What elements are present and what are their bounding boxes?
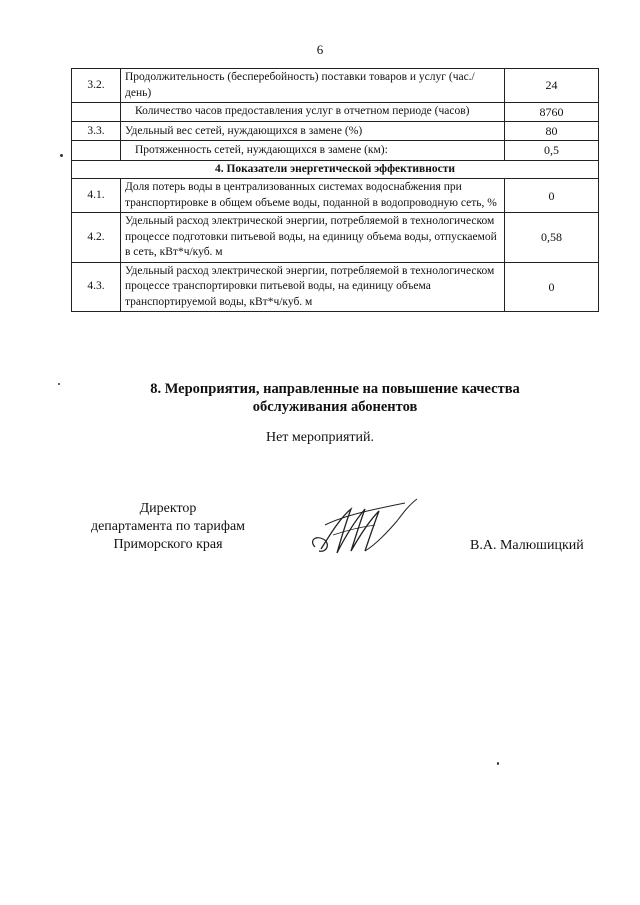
row-value: 0	[505, 262, 599, 312]
table-row	[72, 179, 599, 213]
row-number: 4.1.	[72, 179, 121, 213]
page-number: 6	[316, 42, 324, 57]
handwritten-signature	[305, 495, 425, 565]
row-description: Удельный расход электрической энергии, потребляемой в технологическом процессе транспортировки питьевой воды, на единицу объема транспортируемой воды, кВт*ч/куб. м	[121, 262, 505, 312]
signer-title	[68, 500, 268, 555]
table-row	[72, 141, 599, 160]
row-value: 0,58	[505, 213, 599, 263]
row-description: Количество часов предоставления услуг в отчетном периоде (часов)	[121, 103, 505, 122]
row-description: Доля потерь воды в централизованных системах водоснабжения при транспортировке в общем объеме воды, поданной в водопроводную сеть, %	[121, 179, 505, 213]
signer-title-line3: Приморского края	[113, 537, 223, 553]
row-number: 3.3.	[72, 122, 121, 141]
scan-speck	[60, 154, 63, 157]
table-row	[72, 69, 599, 103]
section-8-heading	[100, 380, 570, 416]
table-section-row	[72, 160, 599, 179]
row-value: 24	[505, 69, 599, 103]
section-8-body: Нет мероприятий.	[265, 430, 375, 445]
table-row	[72, 262, 599, 312]
row-description: Удельный вес сетей, нуждающихся в замене (%)	[121, 122, 505, 141]
scan-speck	[497, 762, 499, 765]
row-number	[72, 141, 121, 160]
row-value: 0,5	[505, 141, 599, 160]
row-value: 8760	[505, 103, 599, 122]
section-8-heading-line1: 8. Мероприятия, направленные на повышение качества	[150, 381, 520, 397]
indicators-table	[71, 68, 599, 312]
table-section-title: 4. Показатели энергетической эффективности	[72, 160, 599, 179]
row-number: 4.2.	[72, 213, 121, 263]
row-number: 3.2.	[72, 69, 121, 103]
section-8-heading-line2: обслуживания абонентов	[252, 399, 418, 416]
signer-name: В.А. Малюшицкий	[470, 538, 584, 553]
signer-title-line1: Директор	[139, 501, 197, 516]
row-value: 0	[505, 179, 599, 213]
table-row	[72, 103, 599, 122]
row-description: Протяженность сетей, нуждающихся в замене (км):	[121, 141, 505, 160]
table-row	[72, 213, 599, 263]
table-row	[72, 122, 599, 141]
signer-title-line2: департамента по тарифам	[90, 519, 246, 535]
row-description: Удельный расход электрической энергии, потребляемой в технологическом процессе подготовки питьевой воды, на единицу объема воды, отпускаемой в сеть, кВт*ч/куб. м	[121, 213, 505, 263]
scan-speck	[58, 383, 60, 385]
row-number: 4.3.	[72, 262, 121, 312]
row-number	[72, 103, 121, 122]
row-description: Продолжительность (бесперебойность) поставки товаров и услуг (час./день)	[121, 69, 505, 103]
row-value: 80	[505, 122, 599, 141]
